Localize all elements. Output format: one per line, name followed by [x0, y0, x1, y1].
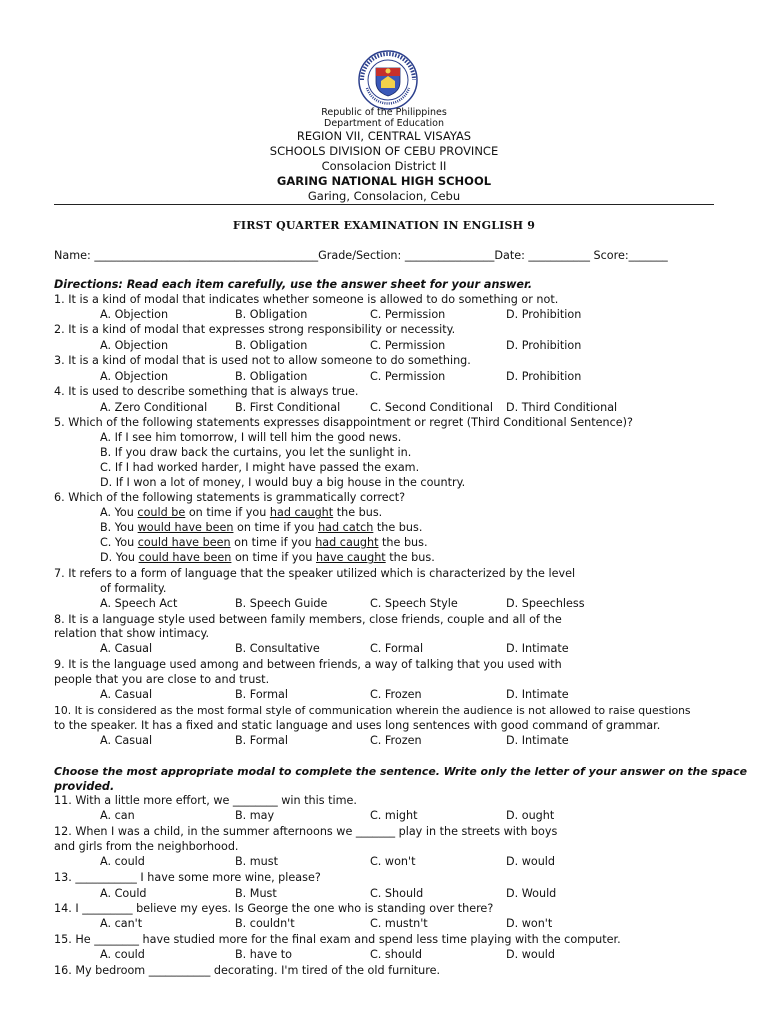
question-10: 10. It is considered as the most formal style of communication wherein the audience is not allowed to raise questions: [54, 704, 691, 717]
q10-option-a: A. Casual: [100, 734, 153, 747]
directions-part1: Directions: Read each item carefully, use the answer sheet for your answer.: [54, 278, 533, 291]
q1-option-a: A. Objection: [100, 308, 169, 321]
question-1: 1. It is a kind of modal that indicates whether someone is allowed to do something or not.: [54, 293, 559, 306]
q10-option-b: B. Formal: [235, 734, 288, 747]
q9-option-d: D. Intimate: [506, 688, 569, 701]
directions-part2-continued: provided.: [54, 780, 115, 793]
q15-option-a: A. could: [100, 948, 145, 961]
question-14: 14. I _________ believe my eyes. Is George the one who is standing over there?: [54, 902, 494, 915]
question-5: 5. Which of the following statements expresses disappointment or regret (Third Conditional Sentence)?: [54, 416, 633, 429]
question-13: 13. ___________ I have some more wine, please?: [54, 871, 321, 884]
q12-option-d: D. would: [506, 855, 556, 868]
q11-option-c: C. might: [370, 809, 418, 822]
q14-option-b: B. couldn't: [235, 917, 295, 930]
q2-option-b: B. Obligation: [235, 339, 308, 352]
q12-option-a: A. could: [100, 855, 145, 868]
question-3: 3. It is a kind of modal that is used not to allow someone to do something.: [54, 354, 471, 367]
q13-option-c: C. Should: [370, 887, 424, 900]
q9-option-a: A. Casual: [100, 688, 153, 701]
q7-option-b: B. Speech Guide: [235, 597, 328, 610]
exam-title: FIRST QUARTER EXAMINATION IN ENGLISH 9: [232, 219, 536, 232]
question-7: 7. It refers to a form of language that the speaker utilized which is characterized by the level: [54, 567, 576, 580]
q7-option-c: C. Speech Style: [370, 597, 458, 610]
header-district: Consolacion District II: [321, 159, 447, 173]
question-7-continued: of formality.: [100, 582, 167, 595]
q3-option-d: D. Prohibition: [506, 370, 582, 383]
deped-seal-logo: [353, 50, 423, 110]
q8-option-b: B. Consultative: [235, 642, 320, 655]
q2-option-d: D. Prohibition: [506, 339, 582, 352]
q9-option-c: C. Frozen: [370, 688, 422, 701]
q8-option-a: A. Casual: [100, 642, 153, 655]
header-republic: Republic of the Philippines: [321, 107, 447, 118]
question-6: 6. Which of the following statements is grammatically correct?: [54, 491, 406, 504]
directions-part2: Choose the most appropriate modal to complete the sentence. Write only the letter of your answer on the space: [54, 765, 747, 778]
question-11: 11. With a little more effort, we ________ win this time.: [54, 794, 357, 807]
q1-option-b: B. Obligation: [235, 308, 308, 321]
question-9-continued: people that you are close to and trust.: [54, 673, 270, 686]
q3-option-c: C. Permission: [370, 370, 446, 383]
question-8-continued: relation that show intimacy.: [54, 627, 210, 640]
header-department: Department of Education: [324, 118, 444, 129]
question-12-continued: and girls from the neighborhood.: [54, 840, 239, 853]
question-12: 12. When I was a child, in the summer afternoons we _______ play in the streets with boys: [54, 825, 558, 838]
q14-option-a: A. can't: [100, 917, 143, 930]
q4-option-d: D. Third Conditional: [506, 401, 618, 414]
q5-option-a: A. If I see him tomorrow, I will tell him the good news.: [100, 431, 402, 444]
q13-option-b: B. Must: [235, 887, 277, 900]
header-region: REGION VII, CENTRAL VISAYAS: [296, 129, 472, 143]
header-address: Garing, Consolacion, Cebu: [307, 189, 461, 203]
q8-option-c: C. Formal: [370, 642, 424, 655]
q5-option-d: D. If I won a lot of money, I would buy a big house in the country.: [100, 476, 466, 489]
q5-option-c: C. If I had worked harder, I might have passed the exam.: [100, 461, 420, 474]
q5-option-b: B. If you draw back the curtains, you let the sunlight in.: [100, 446, 412, 459]
q11-option-b: B. may: [235, 809, 275, 822]
q2-option-c: C. Permission: [370, 339, 446, 352]
q1-option-d: D. Prohibition: [506, 308, 582, 321]
header-division: SCHOOLS DIVISION OF CEBU PROVINCE: [269, 144, 499, 158]
q4-option-c: C. Second Conditional: [370, 401, 494, 414]
question-2: 2. It is a kind of modal that expresses strong responsibility or necessity.: [54, 323, 456, 336]
q6-option-d: D. You could have been on time if you have caught the bus.: [100, 551, 435, 564]
q4-option-a: A. Zero Conditional: [100, 401, 208, 414]
q14-option-d: D. won't: [506, 917, 553, 930]
q6-option-b: B. You would have been on time if you had catch the bus.: [100, 521, 423, 534]
q13-option-a: A. Could: [100, 887, 147, 900]
q10-option-d: D. Intimate: [506, 734, 569, 747]
q3-option-a: A. Objection: [100, 370, 169, 383]
question-4: 4. It is used to describe something that is always true.: [54, 385, 359, 398]
header-divider: [54, 204, 714, 205]
q11-option-a: A. can: [100, 809, 135, 822]
q12-option-c: C. won't: [370, 855, 416, 868]
question-16: 16. My bedroom ___________ decorating. I'm tired of the old furniture.: [54, 964, 441, 977]
q14-option-c: C. mustn't: [370, 917, 428, 930]
q15-option-d: D. would: [506, 948, 556, 961]
q15-option-b: B. have to: [235, 948, 293, 961]
q2-option-a: A. Objection: [100, 339, 169, 352]
q1-option-c: C. Permission: [370, 308, 446, 321]
q4-option-b: B. First Conditional: [235, 401, 341, 414]
header-school: GARING NATIONAL HIGH SCHOOL: [276, 174, 492, 188]
question-9: 9. It is the language used among and between friends, a way of talking that you used with: [54, 658, 562, 671]
q6-option-a: A. You could be on time if you had caught the bus.: [100, 506, 383, 519]
question-8: 8. It is a language style used between family members, close friends, couple and all of the: [54, 613, 562, 626]
q12-option-b: B. must: [235, 855, 278, 868]
question-15: 15. He ________ have studied more for the final exam and spend less time playing with the computer.: [54, 933, 621, 946]
q11-option-d: D. ought: [506, 809, 555, 822]
q7-option-d: D. Speechless: [506, 597, 585, 610]
q7-option-a: A. Speech Act: [100, 597, 178, 610]
q10-option-c: C. Frozen: [370, 734, 422, 747]
q9-option-b: B. Formal: [235, 688, 288, 701]
q6-option-c: C. You could have been on time if you had caught the bus.: [100, 536, 428, 549]
q3-option-b: B. Obligation: [235, 370, 308, 383]
q15-option-c: C. should: [370, 948, 422, 961]
q8-option-d: D. Intimate: [506, 642, 569, 655]
q13-option-d: D. Would: [506, 887, 557, 900]
question-10-continued: to the speaker. It has a fixed and static language and uses long sentences with good command of grammar.: [54, 719, 661, 732]
student-info-line: Name: ________________________________________Grade/Section: ________________Date: ___________ Score:_______: [54, 249, 668, 262]
